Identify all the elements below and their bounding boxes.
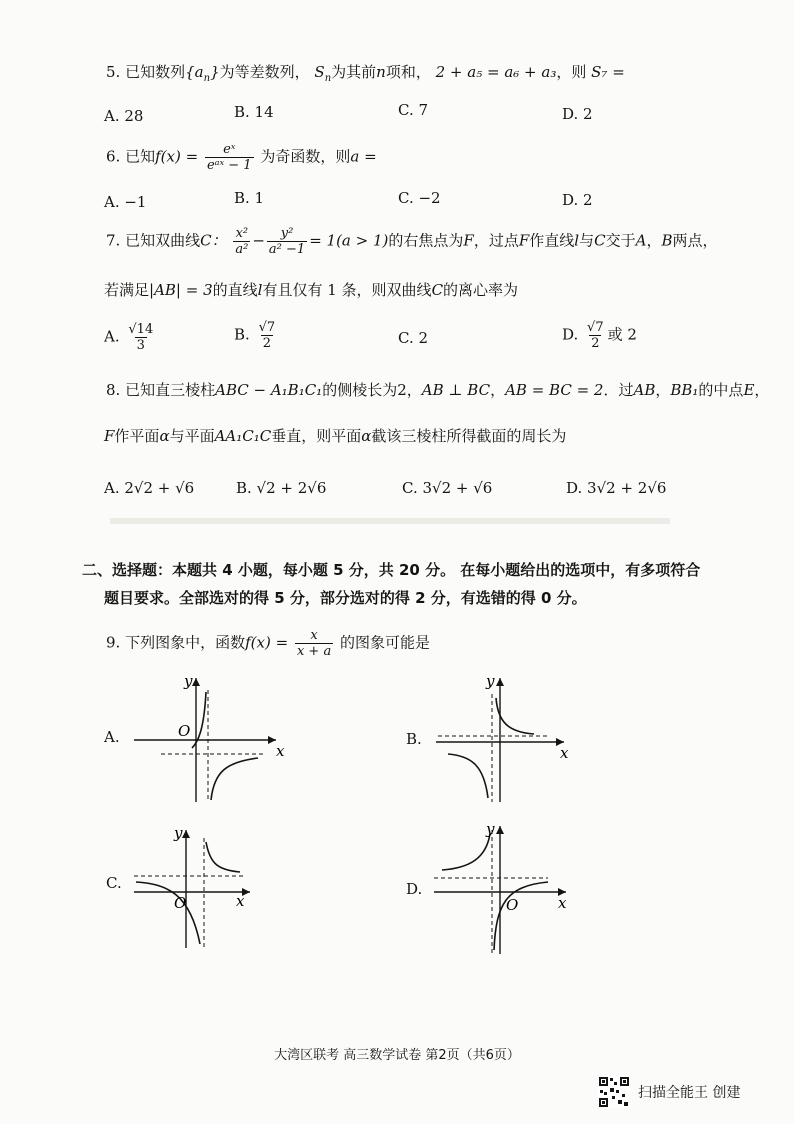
q8-option-c: C. 3√2 + √6 [402,479,493,497]
q7-option-d: D. $\frac{√7}{2}$ 或 2 [562,320,637,351]
svg-text:O: O [178,722,191,740]
q6-fraction: $\frac{\text{eˣ}}{\text{eᵃˣ − 1}}$ [206,142,252,173]
q7-option-a: A. $\frac{√14}{3}$ [104,322,154,353]
section-2-heading: 二、选择题：本题共 4 小题，每小题 5 分，共 20 分。 在每小题给出的选项中，有多项符合 [82,561,701,579]
question-8-stem: 8. 已知直三棱柱ABC − A₁B₁C₁的侧棱长为2，AB ⊥ BC，AB = BC = 2．过AB，BB₁的中点E， [106,381,770,399]
q8-option-a: A. 2√2 + √6 [104,479,195,497]
svg-text:x: x [560,744,569,762]
question-9-stem: 9. 下列图象中，函数f(x) = $\frac{x}{x + a}$ 的图象可能是 [106,628,430,659]
question-7-line2: 若满足|AB| = 3的直线l有且仅有 1 条，则双曲线C的离心率为 [104,281,519,299]
q9-option-a-label: A. [104,728,120,746]
q9-option-d-label: D. [406,880,423,898]
q5-option-b: B. 14 [234,103,274,121]
svg-text:y: y [184,672,193,690]
scanner-watermark [598,1076,740,1108]
bleed-through-shadow [110,512,670,534]
svg-text:O: O [506,896,519,914]
svg-text:y: y [174,824,183,842]
q9-option-c-label: C. [106,874,122,892]
page-footer: 大湾区联考 高三数学试卷 第2页（共6页） [274,1048,520,1063]
qr-code-icon [598,1076,630,1108]
section-2-instructions: 题目要求。全部选对的得 5 分，部分选对的得 2 分，有选错的得 0 分。 [104,589,587,607]
q9-graph-d [428,818,588,958]
svg-text:O: O [174,894,187,912]
svg-text:x: x [236,892,245,910]
svg-text:y: y [486,672,495,690]
q6-option-b: B. 1 [234,189,265,207]
svg-text:y: y [486,820,495,838]
q5-option-d: D. 2 [562,105,593,123]
q6-option-d: D. 2 [562,191,593,209]
q9-fraction: $\frac{x}{x + a}$ [296,628,332,659]
svg-text:x: x [558,894,567,912]
q5-option-a: A. 28 [104,107,144,125]
q6-option-c: C. −2 [398,189,441,207]
q9-graph-b [428,670,598,810]
q9-option-b-label: B. [406,730,422,748]
q9-graph-c [128,824,258,954]
q7-option-b: B. $\frac{√7}{2}$ [234,320,276,351]
question-7-stem: 7. 已知双曲线C： $\frac{\text{x²}}{\text{a²}}$ − $\frac{\text{y²}}{\text{a² −1}}$ = 1(a > 1)的右焦点为F，过点F作直线l与C交于A，B两点， [106,226,718,257]
q7-option-c: C. 2 [398,329,429,347]
svg-text:x: x [276,742,285,760]
question-5-stem: 5. 已知数列$\{a_n\}$为等差数列， $S_n$为其前n项和， 2 + a₅ = a₆ + a₃，则 S₇ = [106,63,625,84]
q9-graph-a [126,670,296,810]
q6-option-a: A. −1 [104,193,147,211]
q8-option-b: B. √2 + 2√6 [236,479,327,497]
question-8-line2: F作平面α与平面AA₁C₁C垂直，则平面α截该三棱柱所得截面的周长为 [104,427,567,445]
q5-option-c: C. 7 [398,101,429,119]
q8-option-d: D. 3√2 + 2√6 [566,479,667,497]
question-6-stem: 6. 已知f(x) = $\frac{\text{eˣ}}{\text{eᵃˣ − 1}}$ 为奇函数，则a = [106,142,377,173]
scanner-label: 扫描全能王 创建 [638,1085,741,1101]
